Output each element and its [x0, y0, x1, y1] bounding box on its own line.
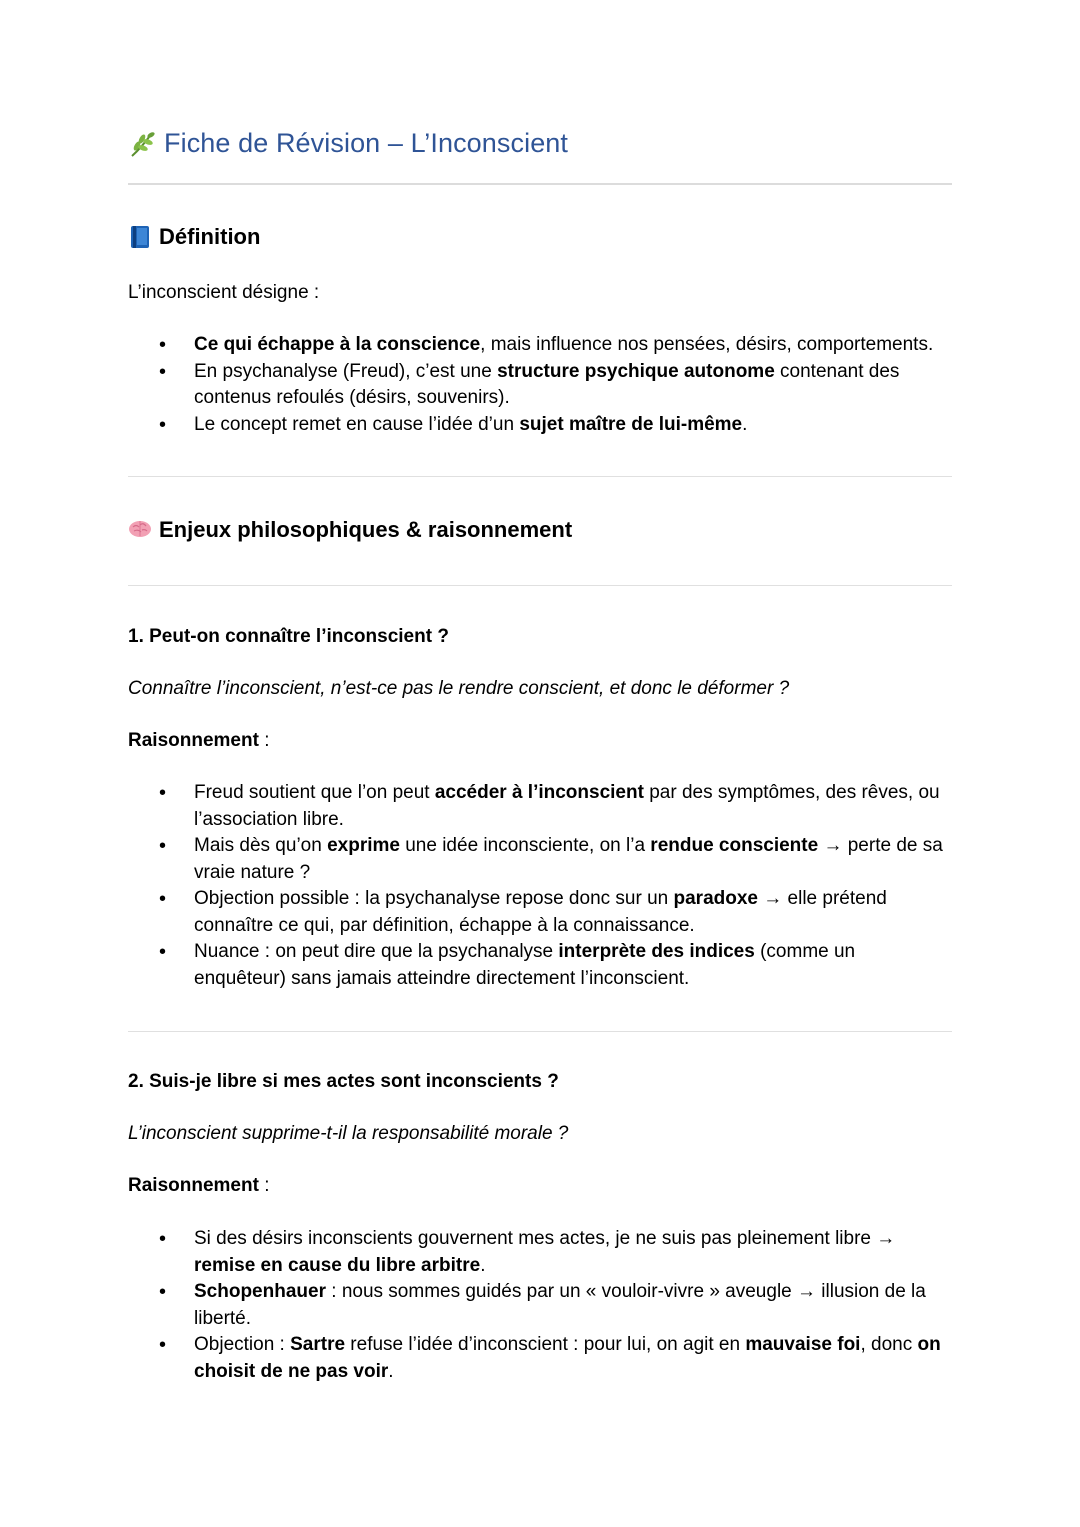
definition-list: [128, 332, 952, 438]
divider: [128, 183, 952, 185]
question-1-raisonnement-label: Raisonnement :: [128, 730, 270, 751]
brain-icon: [128, 518, 152, 542]
list-item: • Ce qui échappe à la conscience, mais influence nos pensées, désirs, comportements.: [128, 332, 952, 359]
list-item: • Objection : Sartre refuse l’idée d’inconscient : pour lui, on agit en mauvaise foi, donc on choisit de ne pas voir.: [128, 1332, 952, 1385]
list-item: • Si des désirs inconscients gouvernent mes actes, je ne suis pas pleinement libre → remise en cause du libre arbitre.: [128, 1226, 952, 1279]
section-heading-definition: Définition: [128, 224, 260, 250]
question-2-heading: 2. Suis-je libre si mes actes sont inconscients ?: [128, 1071, 559, 1092]
divider: [128, 585, 952, 586]
herb-icon: [128, 129, 158, 159]
question-1-list: [128, 780, 952, 992]
list-item: • Nuance : on peut dire que la psychanalyse interprète des indices (comme un enquêteur) sans jamais atteindre directement l’inconscient.: [128, 939, 952, 992]
list-item: • Freud soutient que l’on peut accéder à l’inconscient par des symptômes, des rêves, ou l’association libre.: [128, 780, 952, 833]
list-item: • Objection possible : la psychanalyse repose donc sur un paradoxe → elle prétend connaître ce qui, par définition, échappe à la connaissance.: [128, 886, 952, 939]
page-title: [128, 128, 568, 159]
list-item: • Le concept remet en cause l’idée d’un sujet maître de lui-même.: [128, 412, 952, 439]
question-2-prompt: L’inconscient supprime-t-il la responsabilité morale ?: [128, 1123, 569, 1144]
question-1-heading: 1. Peut-on connaître l’inconscient ?: [128, 626, 449, 647]
question-1-prompt: Connaître l’inconscient, n’est-ce pas le rendre conscient, et donc le déformer ?: [128, 678, 790, 699]
question-2-list: [128, 1226, 952, 1385]
divider: [128, 1031, 952, 1032]
list-item: • En psychanalyse (Freud), c’est une structure psychique autonome contenant des contenus refoulés (désirs, souvenirs).: [128, 359, 952, 412]
section-heading-enjeux: Enjeux philosophiques & raisonnement: [128, 517, 572, 543]
list-item: • Mais dès qu’on exprime une idée inconsciente, on l’a rendue consciente → perte de sa vraie nature ?: [128, 833, 952, 886]
page-title-text: Fiche de Révision – L’Inconscient: [164, 128, 569, 158]
question-2-raisonnement-label: Raisonnement :: [128, 1175, 270, 1196]
divider: [128, 476, 952, 477]
blue-book-icon: [128, 225, 152, 249]
definition-intro: L’inconscient désigne :: [128, 282, 320, 303]
list-item: • Schopenhauer : nous sommes guidés par un « vouloir-vivre » aveugle → illusion de la liberté.: [128, 1279, 952, 1332]
